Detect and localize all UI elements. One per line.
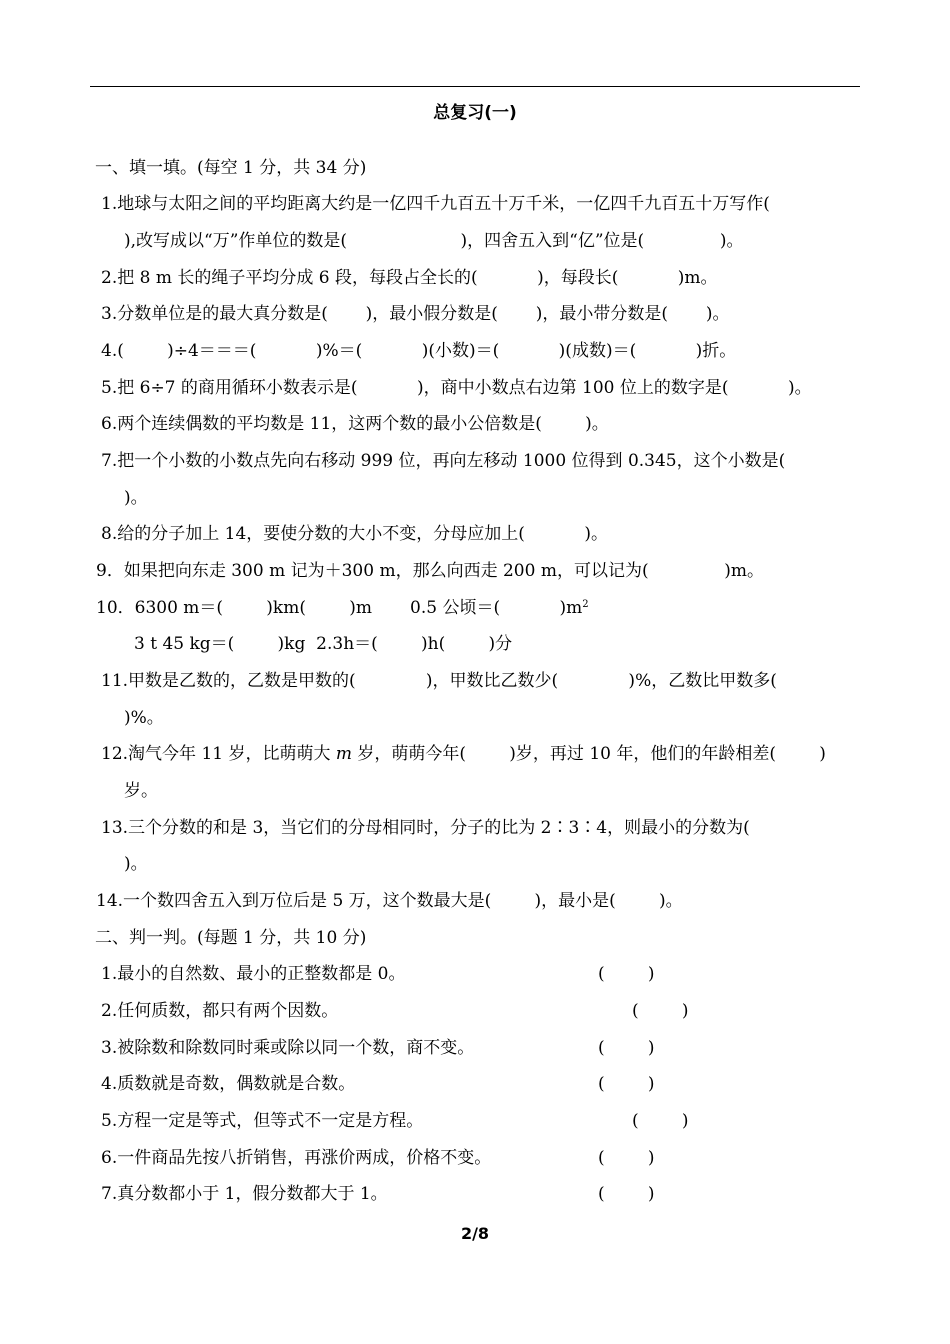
q9: 9．如果把向东走 300 m 记为＋300 m，那么向西走 200 m，可以记为( )m。 [96,561,764,581]
q5: 5.把 6÷7 的商用循环小数表示是( )，商中小数点右边第 100 位上的数字是( )。 [101,378,812,398]
q7-line2: )。 [124,488,148,508]
q12-line1 [101,742,826,766]
judge-item-7-bracket[interactable]: ( ) [598,1184,655,1204]
q13-line1: 13.三个分数的和是 3，当它们的分母相同时，分子的比为 2∶3∶4，则最小的分数为( [101,818,750,838]
judge-item-2-bracket[interactable]: ( ) [632,1001,689,1021]
judge-item-6-text: 6.一件商品先按八折销售，再涨价两成，价格不变。 [101,1148,492,1168]
judge-item-3-bracket[interactable]: ( ) [598,1038,655,1058]
q12-text-b: 岁，萌萌今年( )岁，再过 10 年，他们的年龄相差( ) [352,744,826,764]
q11-line1: 11.甲数是乙数的，乙数是甲数的( )，甲数比乙数少( )%，乙数比甲数多( [101,671,777,691]
q1-line2: ),改写成以“万”作单位的数是( )，四舍五入到“亿”位是( )。 [124,231,744,251]
judge-item-4-text: 4.质数就是奇数，偶数就是合数。 [101,1074,356,1094]
q10-line1-part2 [410,596,589,620]
q12-variable-m: m [335,744,353,764]
judge-item-1-text: 1.最小的自然数、最小的正整数都是 0。 [101,964,406,984]
q10-superscript: 2 [582,599,589,610]
q2: 2.把 8 m 长的绳子平均分成 6 段，每段占全长的( )，每段长( )m。 [101,268,718,288]
q10-line1-part1: 10．6300 m＝( )km( )m [96,598,372,618]
q10-area: 0.5 公顷＝( )m [410,598,583,618]
judge-item-2-text: 2.任何质数，都只有两个因数。 [101,1001,339,1021]
q10-line2: 3 t 45 kg＝( )kg 2.3h＝( )h( )分 [134,634,513,654]
q14: 14.一个数四舍五入到万位后是 5 万，这个数最大是( )，最小是( )。 [96,891,683,911]
judge-item-4-bracket[interactable]: ( ) [598,1074,655,1094]
section2-heading: 二、判一判。(每题 1 分，共 10 分) [95,928,367,948]
judge-item-7-text: 7.真分数都小于 1，假分数都大于 1。 [101,1184,388,1204]
q7-line1: 7.把一个小数的小数点先向右移动 999 位，再向左移动 1000 位得到 0.345，这个小数是( [101,451,786,471]
page-number: 2/8 [460,1224,490,1243]
section1-heading: 一、填一填。(每空 1 分，共 34 分) [95,158,367,178]
judge-item-1-bracket[interactable]: ( ) [598,964,655,984]
judge-item-5-text: 5.方程一定是等式，但等式不一定是方程。 [101,1111,424,1131]
q12-text-a: 12.淘气今年 11 岁，比萌萌大 [101,744,336,764]
judge-item-5-bracket[interactable]: ( ) [632,1111,689,1131]
q6: 6.两个连续偶数的平均数是 11，这两个数的最小公倍数是( )。 [101,414,609,434]
q12-line2: 岁。 [124,781,158,801]
q4: 4.( )÷4＝＝＝( )%＝( )(小数)＝( )(成数)＝( )折。 [101,341,737,361]
q8: 8.给的分子加上 14，要使分数的大小不变，分母应加上( )。 [101,524,608,544]
judge-item-6-bracket[interactable]: ( ) [598,1148,655,1168]
q11-line2: )%。 [124,708,164,728]
q3: 3.分数单位是的最大真分数是( )，最小假分数是( )，最小带分数是( )。 [101,304,730,324]
judge-item-3-text: 3.被除数和除数同时乘或除以同一个数，商不变。 [101,1038,475,1058]
q1-line1: 1.地球与太阳之间的平均距离大约是一亿四千九百五十万千米，一亿四千九百五十万写作( [101,194,770,214]
header-rule [90,86,860,87]
q13-line2: )。 [124,854,148,874]
page-title: 总复习(一) [433,103,517,123]
